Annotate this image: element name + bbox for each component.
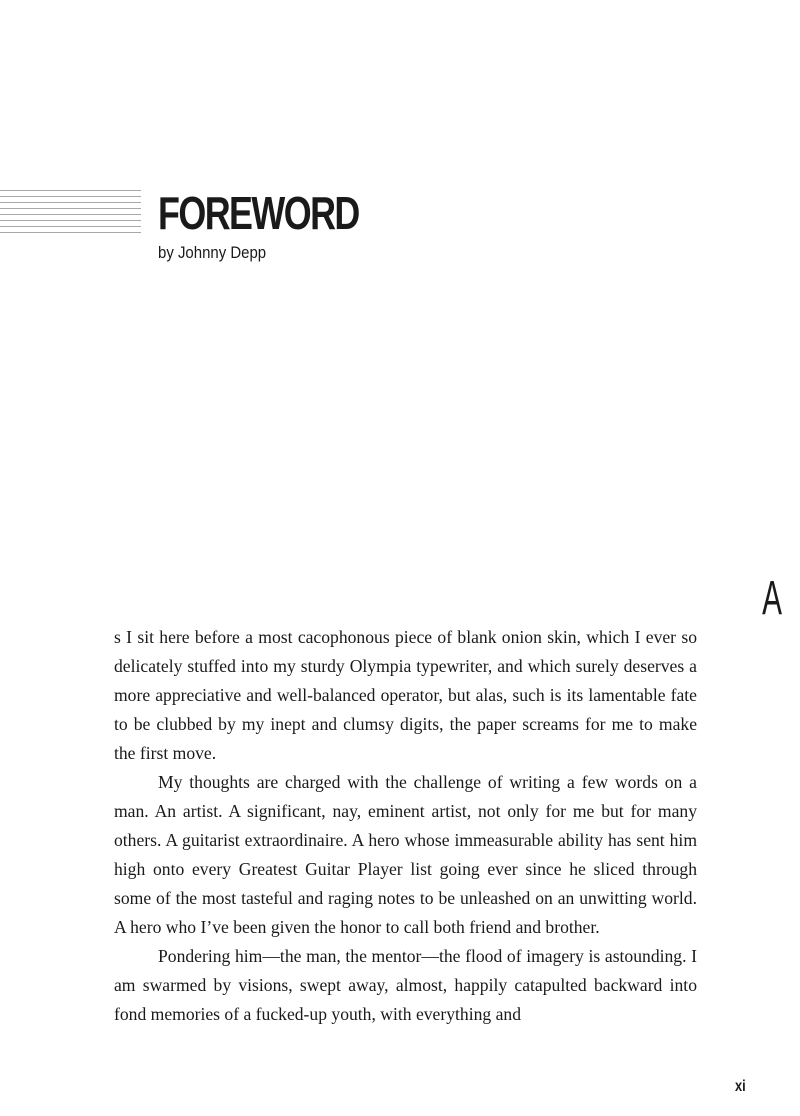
rule-line — [0, 190, 141, 191]
drop-cap: A — [762, 572, 783, 625]
paragraph-1-text: s I sit here before a most cacophonous piece of blank onion skin, which I ever so delicately stuffed into my sturdy Olympia typewriter, and which surely deserves a more appreciative and well-balanced operator, but alas, such is its lamentable fate to be clubbed by my inept and clumsy digits, the paper screams for me to make the first move. — [114, 627, 697, 763]
page-number: xi — [735, 1078, 746, 1095]
rule-line — [0, 214, 141, 215]
rule-line — [0, 208, 141, 209]
rule-line — [0, 196, 141, 197]
decorative-rules — [0, 190, 141, 238]
rule-line — [0, 226, 141, 227]
body-text — [114, 572, 783, 1029]
rule-line — [0, 232, 141, 233]
rule-line — [0, 202, 141, 203]
paragraph-3: Pondering him—the man, the mentor—the flood of imagery is astounding. I am swarmed by visions, swept away, almost, happily catapulted backward into fond memories of a fucked-up youth, with everything and — [114, 946, 697, 1024]
rule-line — [0, 220, 141, 221]
paragraph-1 — [114, 572, 783, 768]
paragraph-2: My thoughts are charged with the challenge of writing a few words on a man. An artist. A significant, nay, eminent artist, not only for me but for many others. A guitarist extraordinaire. A hero whose immeasurable ability has sent him high onto every Greatest Guitar Player list going ever since he sliced through some of the most tasteful and raging notes to be unleashed on an unwitting world. A hero who I’ve been given the honor to call both friend and brother. — [114, 772, 697, 937]
chapter-byline: by Johnny Depp — [158, 243, 267, 262]
chapter-title: FOREWORD — [158, 187, 359, 239]
